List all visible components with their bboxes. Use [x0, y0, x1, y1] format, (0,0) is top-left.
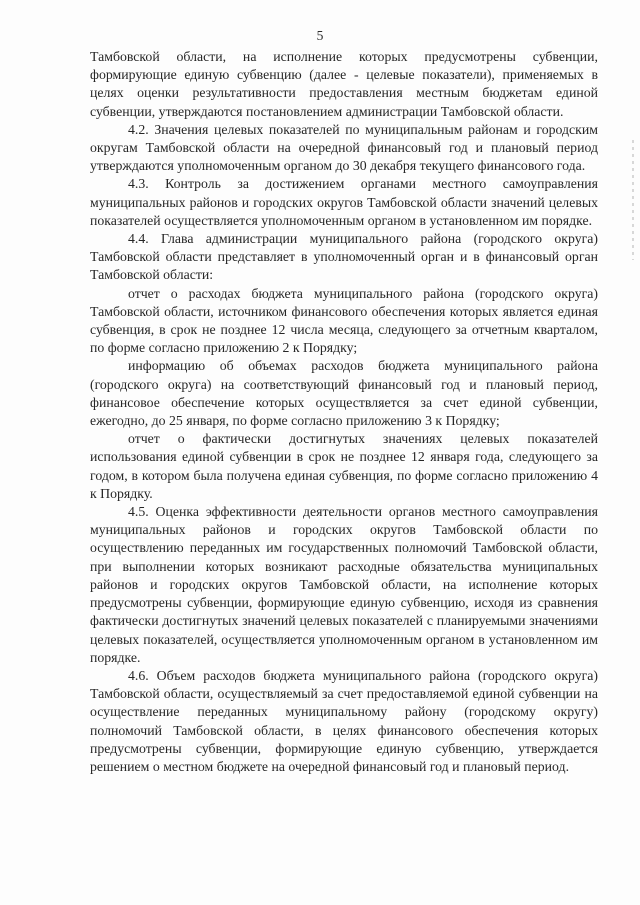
paragraph-4-4: 4.4. Глава администрации муниципального района (городского округа) Тамбовской области представляет в уполномоченный орган и в финансовый орган Тамбовской области: [90, 231, 598, 283]
document-body [90, 48, 598, 776]
paragraph-4-4-item-3: отчет о фактически достигнутых значениях целевых показателей использования единой субвенции в срок не позднее 12 января года, следующего за годом, в котором была получена единая субвенция, по форме согласно приложению 4 к Порядку. [90, 431, 598, 501]
page-number: 5 [316, 28, 324, 43]
paragraph-continuation: Тамбовской области, на исполнение которых предусмотрены субвенции, формирующие единую субвенцию (далее - целевые показатели), применяемых в целях оценки результативности предоставления местным бюджетам единой субвенции, утверждаются постановлением администрации Тамбовской области. [90, 49, 598, 119]
paragraph-4-4-item-1: отчет о расходах бюджета муниципального района (городского округа) Тамбовской области, источником финансового обеспечения которых является единая субвенция, в срок не позднее 12 числа месяца, следующего за отчетным кварталом, по форме согласно приложению 2 к Порядку; [90, 285, 598, 356]
paragraph-4-2: 4.2. Значения целевых показателей по муниципальным районам и городским округам Тамбовской области на очередной финансовый год и плановый период утверждаются уполномоченным органом до 30 декабря текущего финансового года. [90, 121, 598, 174]
scan-margin-artifact [632, 140, 634, 260]
paragraph-4-5: 4.5. Оценка эффективности деятельности органов местного самоуправления муниципальных районов и городских округов Тамбовской области по осуществлению переданных им государственных полномочий Тамбовской области, при выполнении которых возникают расходные обязательства муниципальных районов и городских округов Тамбовской области, на исполнение которых предусмотрены субвенции, формирующие единую субвенцию, исходя из сравнения фактически достигнутых значений целевых показателей с планируемыми значениями целевых показателей, осуществляется уполномоченным органом в установленном им порядке. [90, 504, 598, 665]
paragraph-4-6: 4.6. Объем расходов бюджета муниципального района (городского округа) Тамбовской области, осуществляемый за счет предоставляемой единой субвенции на осуществление переданных муниципальному району (городскому округу) полномочий Тамбовской области, в целях финансового обеспечения которых предусмотрены субвенции, формирующие единую субвенцию, утверждается решением о местном бюджете на очередной финансовый год и плановый период. [90, 667, 598, 774]
paragraph-4-4-item-2: информацию об объемах расходов бюджета муниципального района (городского округа) на соответствующий финансовый год и плановый период, финансовое обеспечение которых осуществляется за счет единой субвенции, ежегодно, до 25 января, по форме согласно приложению 3 к Порядку; [90, 358, 598, 429]
paragraph-4-3: 4.3. Контроль за достижением органами местного самоуправления муниципальных районов и городских округов Тамбовской области значений целевых показателей осуществляется уполномоченным органом в установленном им порядке. [90, 176, 598, 228]
